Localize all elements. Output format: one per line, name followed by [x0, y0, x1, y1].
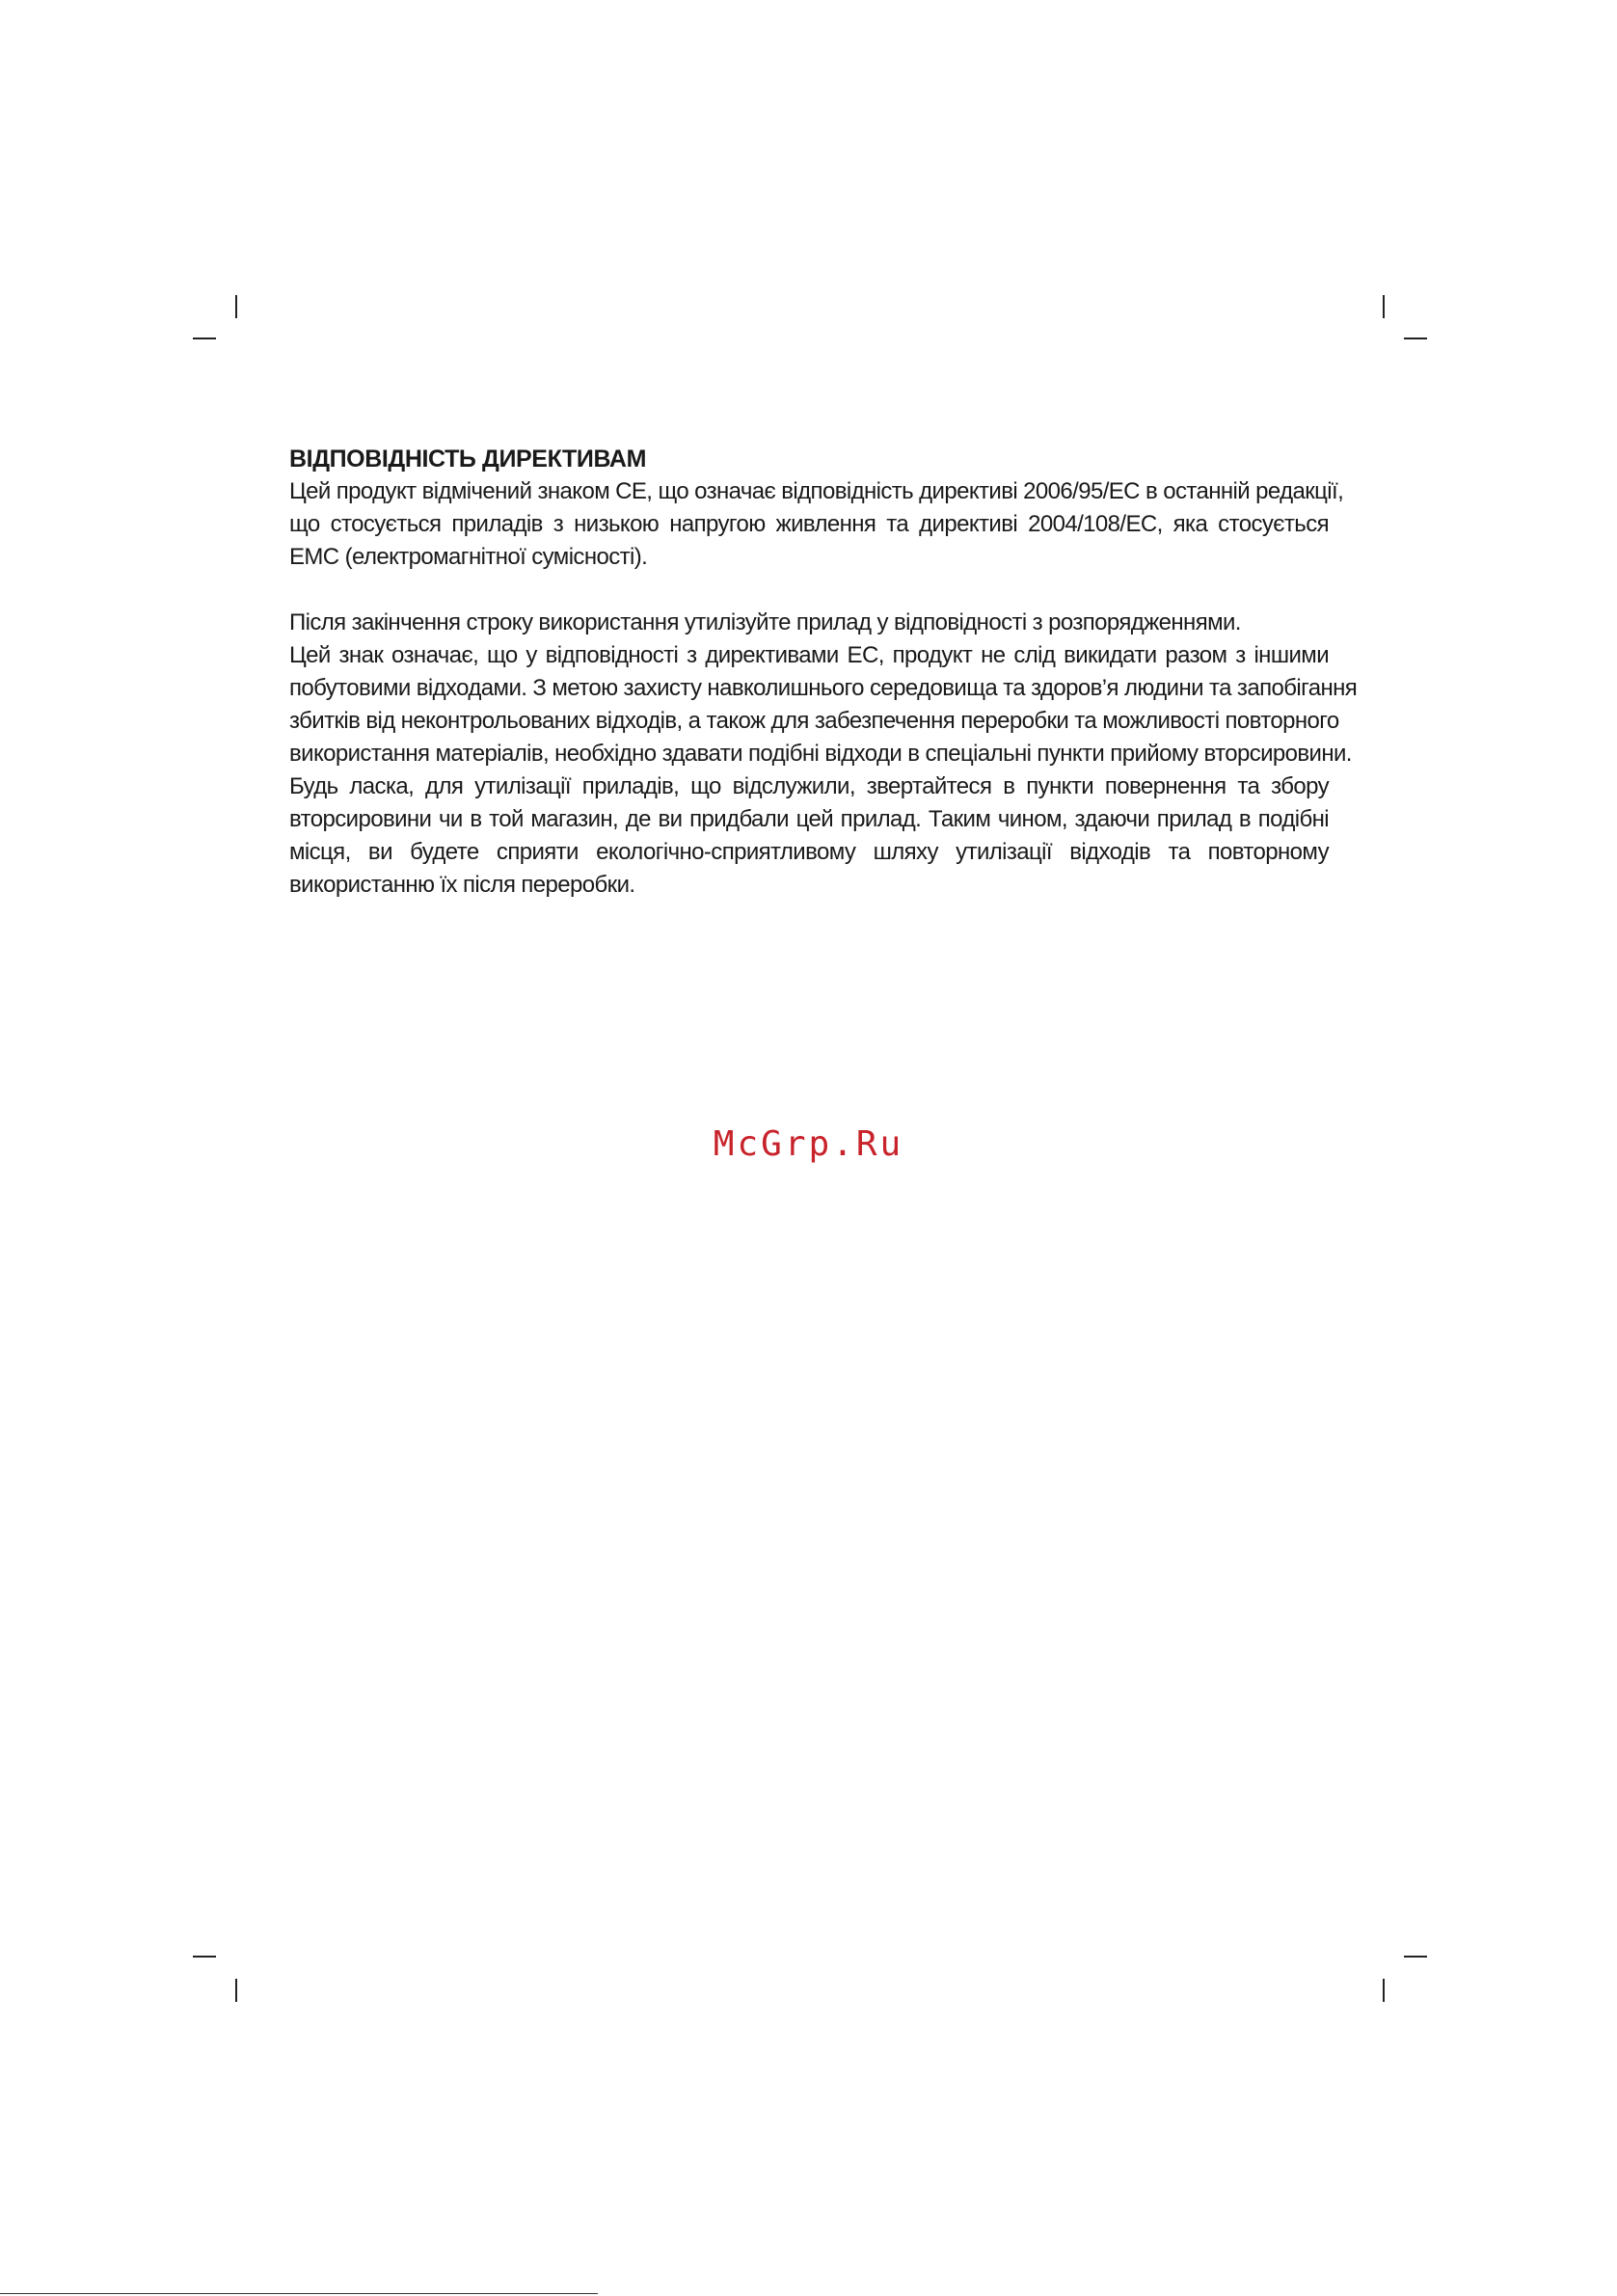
paragraph-line: вторсировини чи в той магазин, де ви придбали цей прилад. Таким чином, здаючи прилад в подібні — [289, 806, 1329, 832]
directive-paragraph — [289, 475, 1344, 574]
paragraph-line: ЕМС (електромагнітної сумісності). — [289, 544, 648, 570]
paragraph-line: Цей продукт відмічений знаком СЕ, що означає відповідність директиві 2006/95/ЕС в останній редакції, — [289, 478, 1344, 504]
paragraph-line: збитків від неконтрольованих відходів, а також для забезпечення переробки та можливості повторного — [289, 708, 1339, 734]
paragraph-line: що стосується приладів з низькою напругою живлення та директиві 2004/108/ЕС, яка стосується — [289, 511, 1329, 537]
disposal-paragraph — [289, 607, 1358, 902]
paragraph-spacer — [289, 574, 1329, 607]
section-heading: ВІДПОВІДНІСТЬ ДИРЕКТИВАМ — [289, 446, 646, 473]
crop-mark-top-right-horizontal — [1404, 338, 1427, 339]
paragraph-line: Після закінчення строку використання утилізуйте прилад у відповідності з розпорядженнями. — [289, 609, 1241, 635]
watermark-text: McGrp.Ru — [713, 1124, 904, 1164]
crop-mark-bottom-left-horizontal — [193, 1956, 216, 1958]
paragraph-line: Будь ласка, для утилізації приладів, що відслужили, звертайтеся в пункти повернення та збору — [289, 773, 1329, 799]
crop-mark-top-right-vertical — [1383, 295, 1385, 318]
crop-mark-top-left-horizontal — [193, 338, 216, 339]
document-body — [289, 444, 1358, 902]
crop-mark-top-left-vertical — [235, 295, 237, 318]
crop-mark-bottom-left-vertical — [235, 1979, 237, 2002]
paragraph-line: використання матеріалів, необхідно здавати подібні відходи в спеціальні пункти прийому вторсировини. — [289, 741, 1352, 767]
paragraph-line: Цей знак означає, що у відповідності з директивами ЕС, продукт не слід викидати разом з іншими — [289, 642, 1329, 668]
bottom-edge-rule — [0, 2293, 598, 2294]
paragraph-line: побутовими відходами. З метою захисту навколишнього середовища та здоров’я людини та запобігання — [289, 675, 1358, 701]
paragraph-line: використанню їх після переробки. — [289, 872, 635, 898]
crop-mark-bottom-right-horizontal — [1404, 1956, 1427, 1958]
paragraph-line: місця, ви будете сприяти екологічно-сприятливому шляху утилізації відходів та повторному — [289, 839, 1329, 865]
crop-mark-bottom-right-vertical — [1383, 1979, 1385, 2002]
